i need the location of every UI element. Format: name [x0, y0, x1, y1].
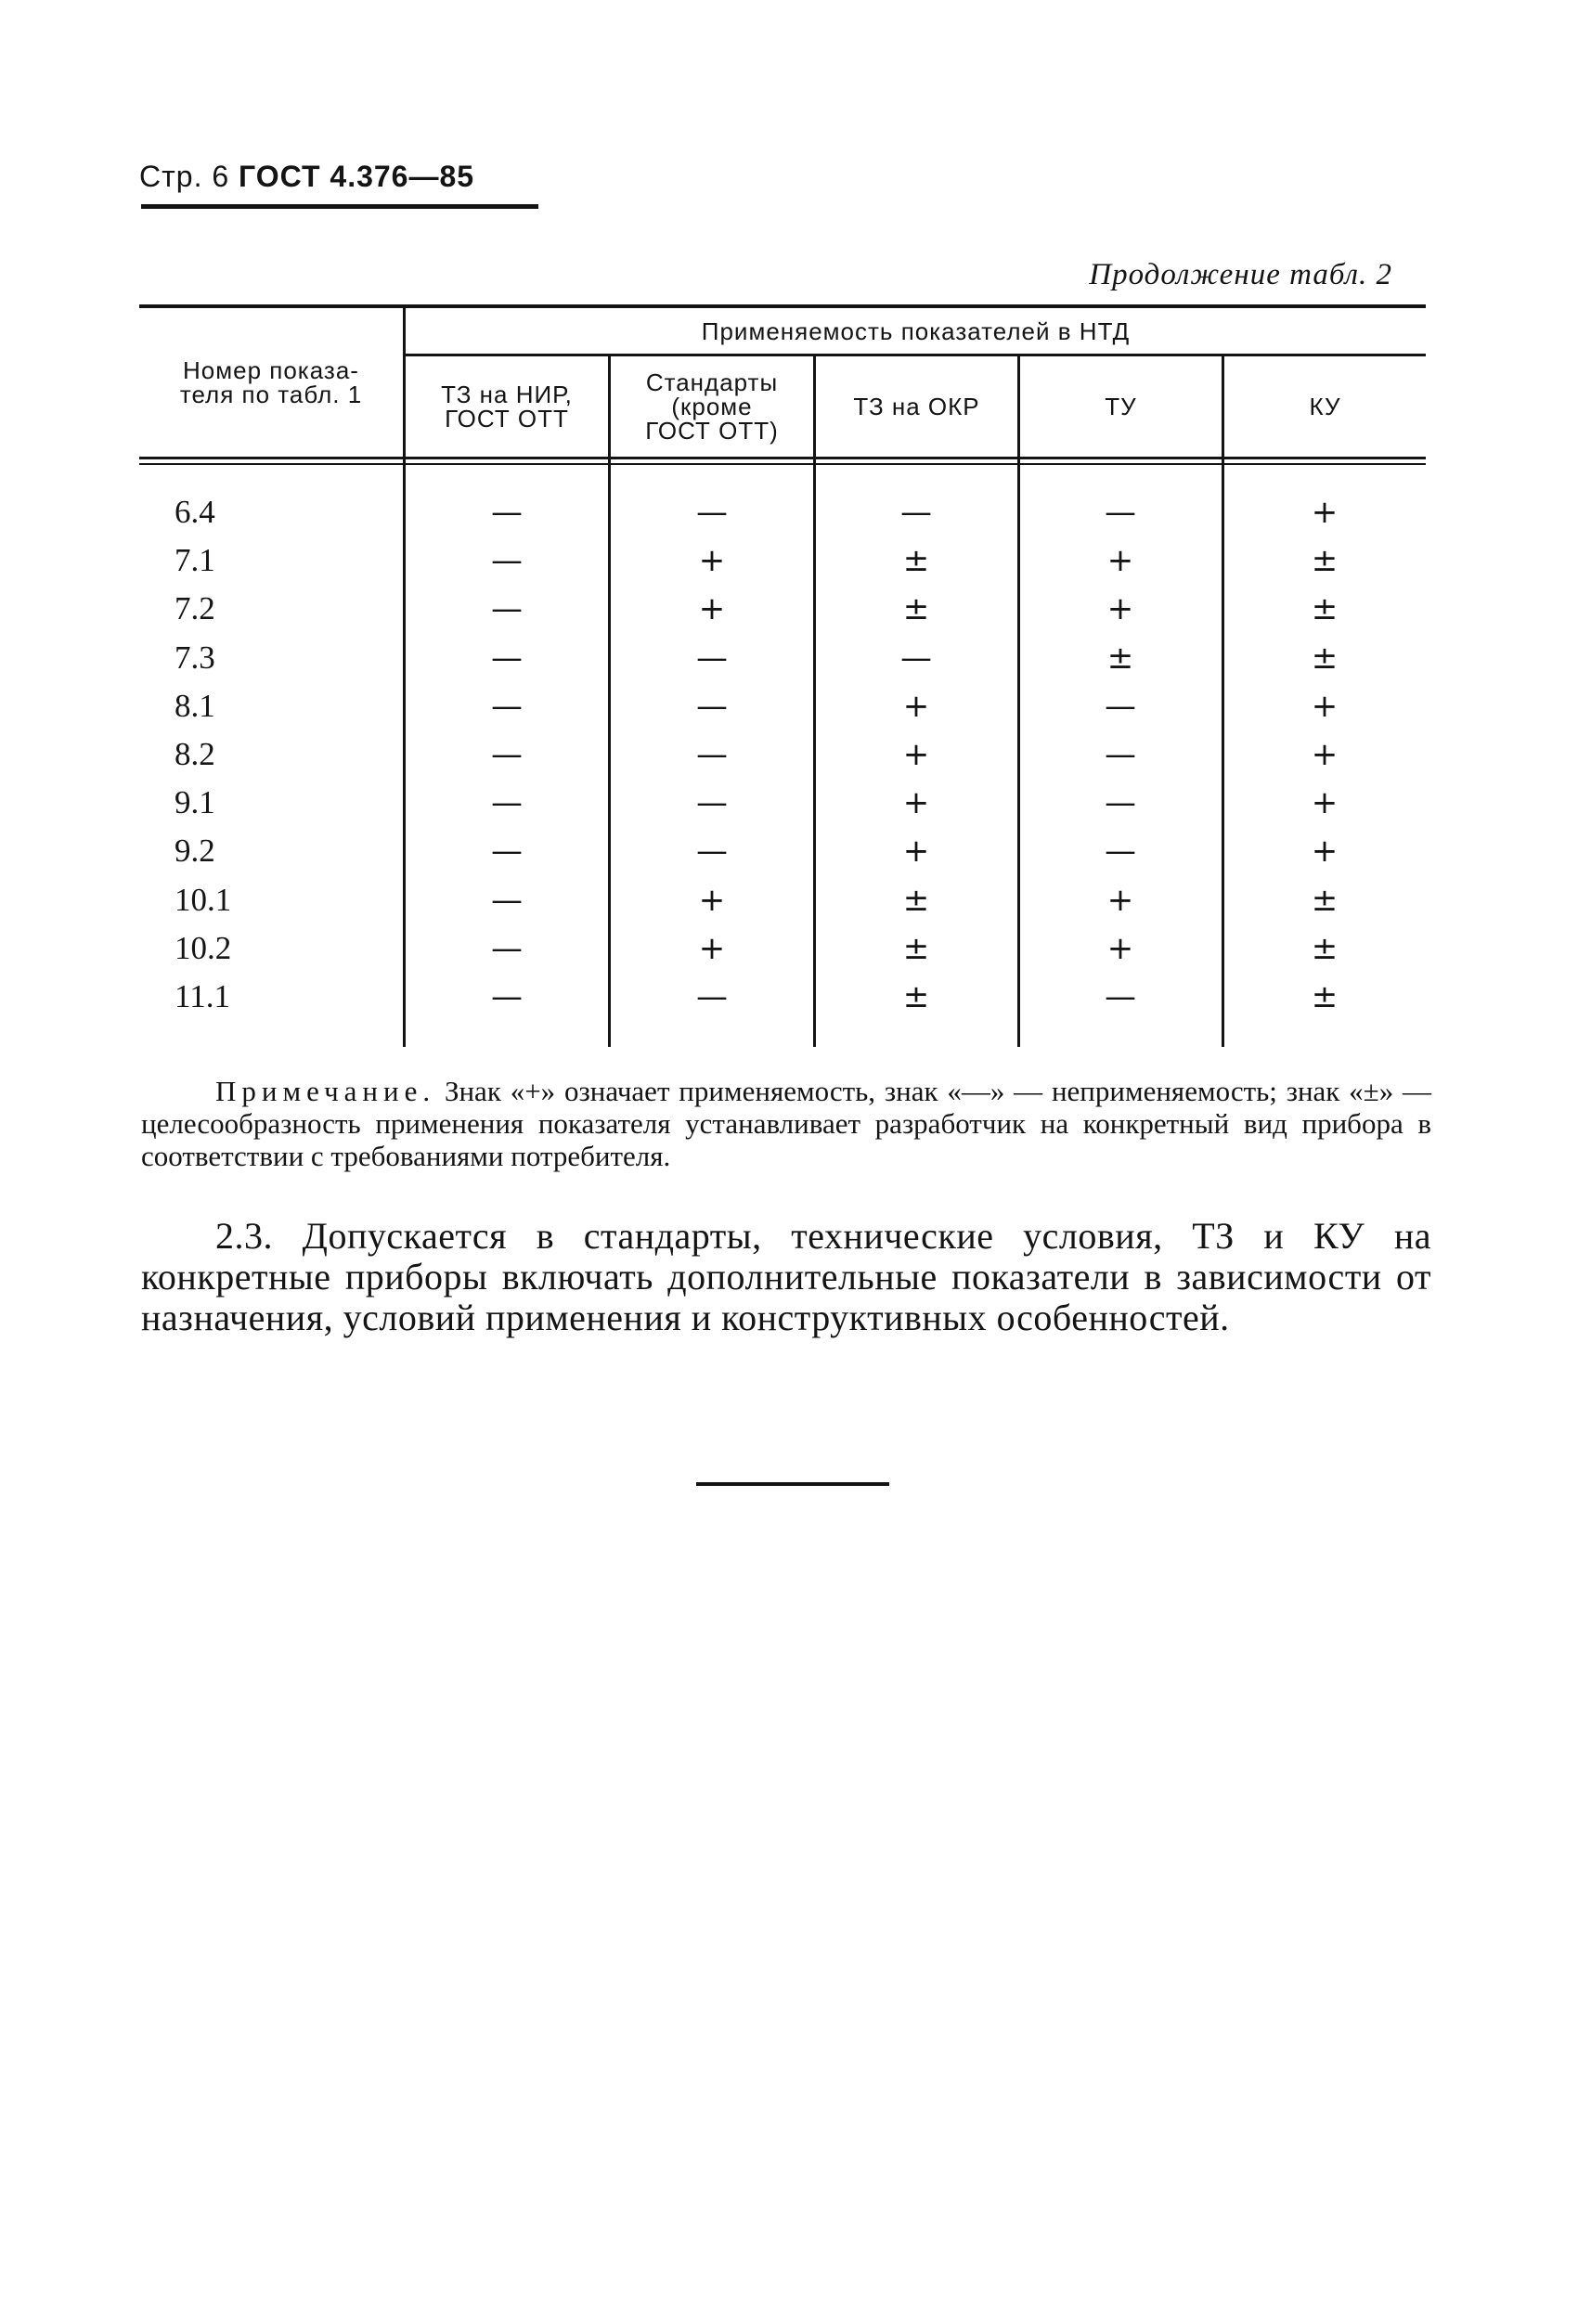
column-divider: [1017, 355, 1020, 1047]
row-number: 10.2: [175, 930, 232, 966]
row-number: 8.1: [175, 688, 215, 724]
applicability-mark: +: [902, 736, 930, 773]
applicability-mark: +: [698, 930, 726, 967]
row-number: 9.1: [175, 784, 215, 820]
applicability-mark: +: [1106, 882, 1134, 919]
column-header-tz-nir: ТЗ на НИР, ГОСТ ОТТ: [441, 381, 573, 433]
row-number: 7.1: [175, 542, 215, 578]
applicability-mark: —: [491, 736, 523, 773]
applicability-mark: —: [491, 833, 523, 870]
column-divider: [813, 355, 816, 1047]
applicability-mark: —: [1105, 784, 1136, 821]
applicability-mark: +: [902, 784, 930, 821]
applicability-table: [139, 304, 1426, 1047]
applicability-mark: ±: [1311, 882, 1339, 919]
applicability-mark: +: [698, 590, 726, 627]
applicability-mark: +: [902, 833, 930, 870]
applicability-mark: ±: [1311, 978, 1339, 1015]
applicability-mark: ±: [1311, 639, 1339, 677]
table-note: [141, 1075, 1431, 1172]
row-number: 11.1: [175, 978, 230, 1014]
column-divider: [1222, 355, 1224, 1047]
applicability-mark: +: [1106, 590, 1134, 627]
applicability-mark: +: [1311, 833, 1339, 870]
applicability-mark: —: [491, 784, 523, 821]
applicability-mark: —: [491, 882, 523, 919]
note-text: Знак «+» означает применяемость, знак «—» — неприменяемость; знак «±» — целесообразность применения показателя устанавливает разработчик на конкретный вид прибора в соответствии с требованиями потребителя.: [141, 1075, 1431, 1172]
group-header: Применяемость показателей в НТД: [701, 316, 1131, 345]
applicability-mark: ±: [1311, 930, 1339, 967]
applicability-mark: +: [1311, 784, 1339, 821]
applicability-mark: —: [1105, 494, 1136, 531]
applicability-mark: —: [696, 688, 728, 725]
row-number: 7.2: [175, 590, 215, 626]
applicability-mark: +: [1106, 542, 1134, 579]
applicability-mark: —: [696, 784, 728, 821]
applicability-mark: +: [902, 688, 930, 725]
applicability-mark: —: [900, 494, 932, 531]
applicability-mark: ±: [902, 882, 930, 919]
applicability-mark: —: [491, 688, 523, 725]
applicability-mark: —: [696, 978, 728, 1015]
page-number: Стр. 6: [139, 160, 230, 193]
applicability-mark: —: [491, 930, 523, 967]
applicability-mark: —: [696, 736, 728, 773]
applicability-mark: ±: [1311, 542, 1339, 579]
applicability-mark: —: [696, 639, 728, 677]
row-number-header: Номер показа- теля по табл. 1: [179, 356, 363, 408]
applicability-mark: +: [698, 882, 726, 919]
applicability-mark: —: [491, 639, 523, 677]
applicability-mark: —: [1105, 833, 1136, 870]
header-rule: [141, 204, 538, 209]
header-bottom-rule: [139, 457, 1426, 459]
applicability-mark: —: [1105, 978, 1136, 1015]
applicability-mark: ±: [902, 542, 930, 579]
row-number: 10.1: [175, 882, 232, 918]
table-continuation-caption: Продолжение табл. 2: [1089, 258, 1392, 291]
applicability-mark: ±: [1311, 590, 1339, 627]
column-header-tu: ТУ: [1105, 393, 1137, 420]
running-head: [139, 160, 474, 194]
standard-designation: ГОСТ 4.376—85: [239, 160, 475, 193]
applicability-mark: +: [1311, 688, 1339, 725]
applicability-mark: —: [1105, 688, 1136, 725]
column-header-ku: КУ: [1309, 393, 1341, 420]
applicability-mark: —: [696, 494, 728, 531]
applicability-mark: +: [1311, 494, 1339, 531]
applicability-mark: +: [1311, 736, 1339, 773]
applicability-mark: —: [491, 978, 523, 1015]
column-header-tz-okr: ТЗ на ОКР: [853, 393, 980, 420]
applicability-mark: —: [491, 542, 523, 579]
applicability-mark: ±: [902, 978, 930, 1015]
applicability-mark: —: [696, 833, 728, 870]
applicability-mark: —: [491, 494, 523, 531]
applicability-mark: ±: [902, 590, 930, 627]
clause-2-3: 2.3. Допускается в стандарты, технические условия, ТЗ и КУ на конкретные приборы включать дополнительные показатели в зависимости от назначения, условий применения и конструктивных особенностей.: [141, 1215, 1431, 1338]
applicability-mark: —: [1105, 736, 1136, 773]
applicability-mark: ±: [902, 930, 930, 967]
applicability-mark: ±: [1106, 639, 1134, 677]
row-number: 9.2: [175, 833, 215, 869]
column-header-standards: Стандарты (кроме ГОСТ ОТТ): [645, 368, 779, 445]
applicability-mark: —: [491, 590, 523, 627]
applicability-mark: +: [698, 542, 726, 579]
row-number: 8.2: [175, 736, 215, 772]
end-rule: [696, 1482, 889, 1486]
header-bottom-rule-2: [139, 463, 1426, 465]
row-number: 6.4: [175, 494, 215, 530]
applicability-mark: —: [900, 639, 932, 677]
column-divider: [608, 355, 611, 1047]
applicability-mark: +: [1106, 930, 1134, 967]
row-number: 7.3: [175, 639, 215, 676]
note-heading: Примечание.: [215, 1075, 436, 1107]
